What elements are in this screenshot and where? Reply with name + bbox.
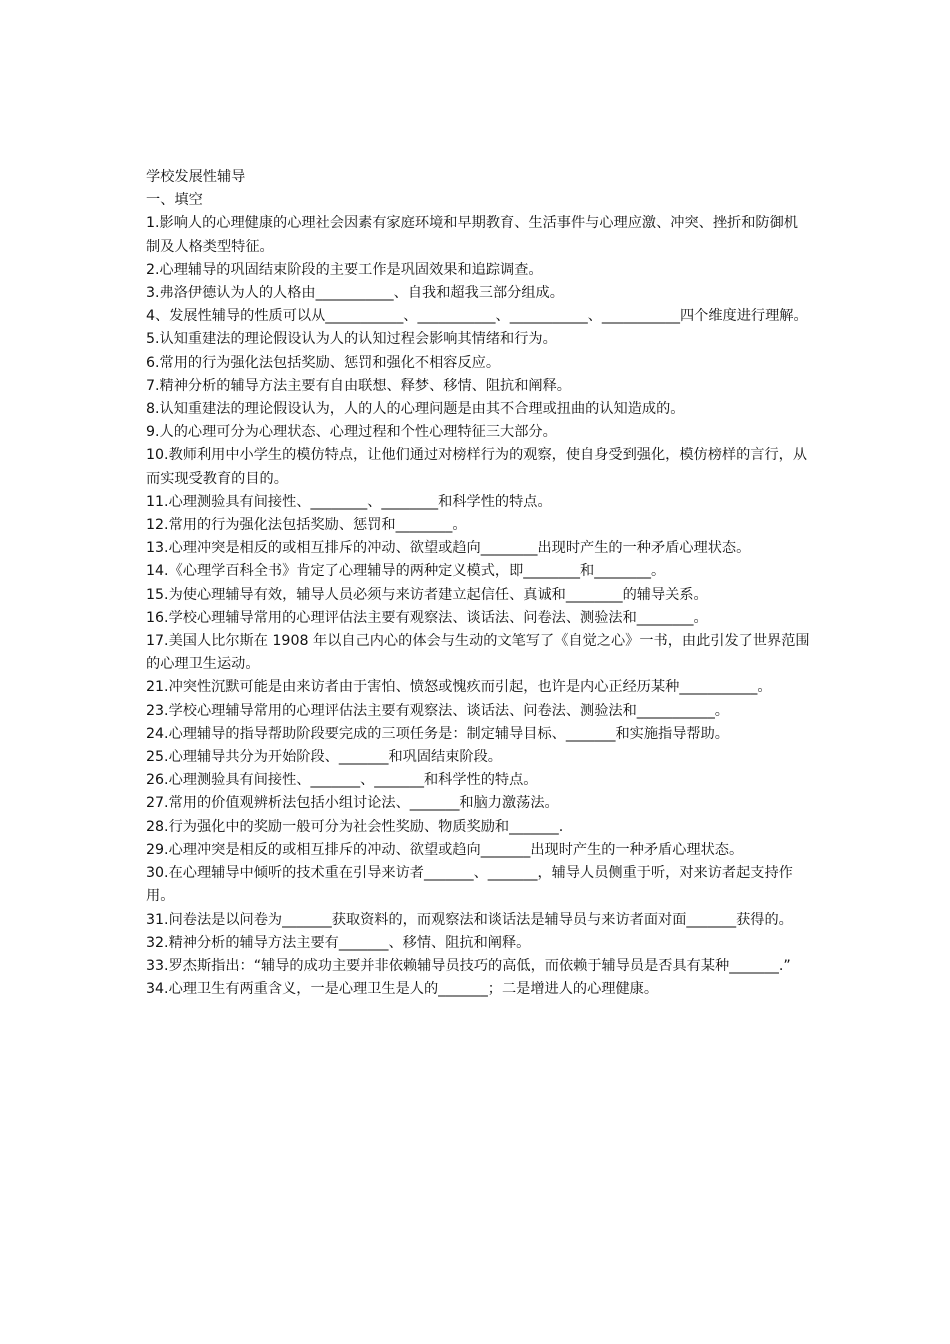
question-item: 29.心理冲突是相反的或相互排斥的冲动、欲望或趋向_______出现时产生的一种矛盾心理状态。 <box>146 841 744 858</box>
section-heading: 一、填空 <box>146 192 203 209</box>
question-item: 33.罗杰斯指出：“辅导的成功主要并非依赖辅导员技巧的高低，而依赖于辅导员是否具有某种_______.” <box>146 957 791 974</box>
question-item: 26.心理测验具有间接性、_______、_______和科学性的特点。 <box>146 772 538 789</box>
question-item: 11.心理测验具有间接性、________、________和科学性的特点。 <box>146 493 552 510</box>
question-item: 5.认知重建法的理论假设认为人的认知过程会影响其情绪和行为。 <box>146 331 557 348</box>
question-item: 23.学校心理辅导常用的心理评估法主要有观察法、谈话法、问卷法、测验法和___________。 <box>146 702 729 719</box>
question-item: 27.常用的价值观辨析法包括小组讨论法、_______和脑力激荡法。 <box>146 795 559 812</box>
question-item: 15.为使心理辅导有效，辅导人员必须与来访者建立起信任、真诚和________的辅导关系。 <box>146 586 708 603</box>
question-item: 32.精神分析的辅导方法主要有_______、移情、阻抗和阐释。 <box>146 934 531 951</box>
question-item: 28.行为强化中的奖励一般可分为社会性奖励、物质奖励和_______. <box>146 818 564 835</box>
question-item: 6.常用的行为强化法包括奖励、惩罚和强化不相容反应。 <box>146 354 501 371</box>
question-item: 9.人的心理可分为心理状态、心理过程和个性心理特征三大部分。 <box>146 424 557 441</box>
question-item: 13.心理冲突是相反的或相互排斥的冲动、欲望或趋向________出现时产生的一种矛盾心理状态。 <box>146 540 751 557</box>
question-item: 10.教师利用中小学生的模仿特点，让他们通过对榜样行为的观察，使自身受到强化，模仿榜样的言行，从而实现受教育的目的。 <box>146 447 808 487</box>
question-item: 4、发展性辅导的性质可以从___________、___________、___________、___________四个维度进行理解。 <box>146 308 808 325</box>
document-title: 学校发展性辅导 <box>146 169 246 185</box>
question-item: 25.心理辅导共分为开始阶段、_______和巩固结束阶段。 <box>146 749 502 766</box>
question-item: 17.美国人比尔斯在 1908 年以自己内心的体会与生动的文笔写了《自觉之心》一书，由此引发了世界范围的心理卫生运动。 <box>146 633 810 673</box>
question-item: 1.影响人的心理健康的心理社会因素有家庭环境和早期教育、生活事件与心理应激、冲突、挫折和防御机制及人格类型特征。 <box>146 215 798 255</box>
question-item: 31.问卷法是以问卷为_______获取资料的，而观察法和谈话法是辅导员与来访者面对面_______获得的。 <box>146 911 793 928</box>
question-item: 2.心理辅导的巩固结束阶段的主要工作是巩固效果和追踪调查。 <box>146 261 543 278</box>
question-item: 14.《心理学百科全书》肯定了心理辅导的两种定义模式，即________和________。 <box>146 563 666 580</box>
question-item: 16.学校心理辅导常用的心理评估法主要有观察法、谈话法、问卷法、测验法和________。 <box>146 609 708 626</box>
question-item: 34.心理卫生有两重含义，一是心理卫生是人的_______；二是增进人的心理健康。 <box>146 981 659 998</box>
question-item: 30.在心理辅导中倾听的技术重在引导来访者_______、_______，辅导人员侧重于听，对来访者起支持作用。 <box>146 865 793 905</box>
question-item: 12.常用的行为强化法包括奖励、惩罚和________。 <box>146 517 467 534</box>
question-item: 21.冲突性沉默可能是由来访者由于害怕、愤怒或愧疚而引起，也许是内心正经历某种___________。 <box>146 679 772 696</box>
document-body <box>146 166 811 1001</box>
question-item: 8.认知重建法的理论假设认为，人的人的心理问题是由其不合理或扭曲的认知造成的。 <box>146 401 685 418</box>
question-item: 7.精神分析的辅导方法主要有自由联想、释梦、移情、阻抗和阐释。 <box>146 377 571 394</box>
question-item: 3.弗洛伊德认为人的人格由___________、自我和超我三部分组成。 <box>146 285 564 302</box>
question-item: 24.心理辅导的指导帮助阶段要完成的三项任务是：制定辅导目标、_______和实施指导帮助。 <box>146 725 729 742</box>
